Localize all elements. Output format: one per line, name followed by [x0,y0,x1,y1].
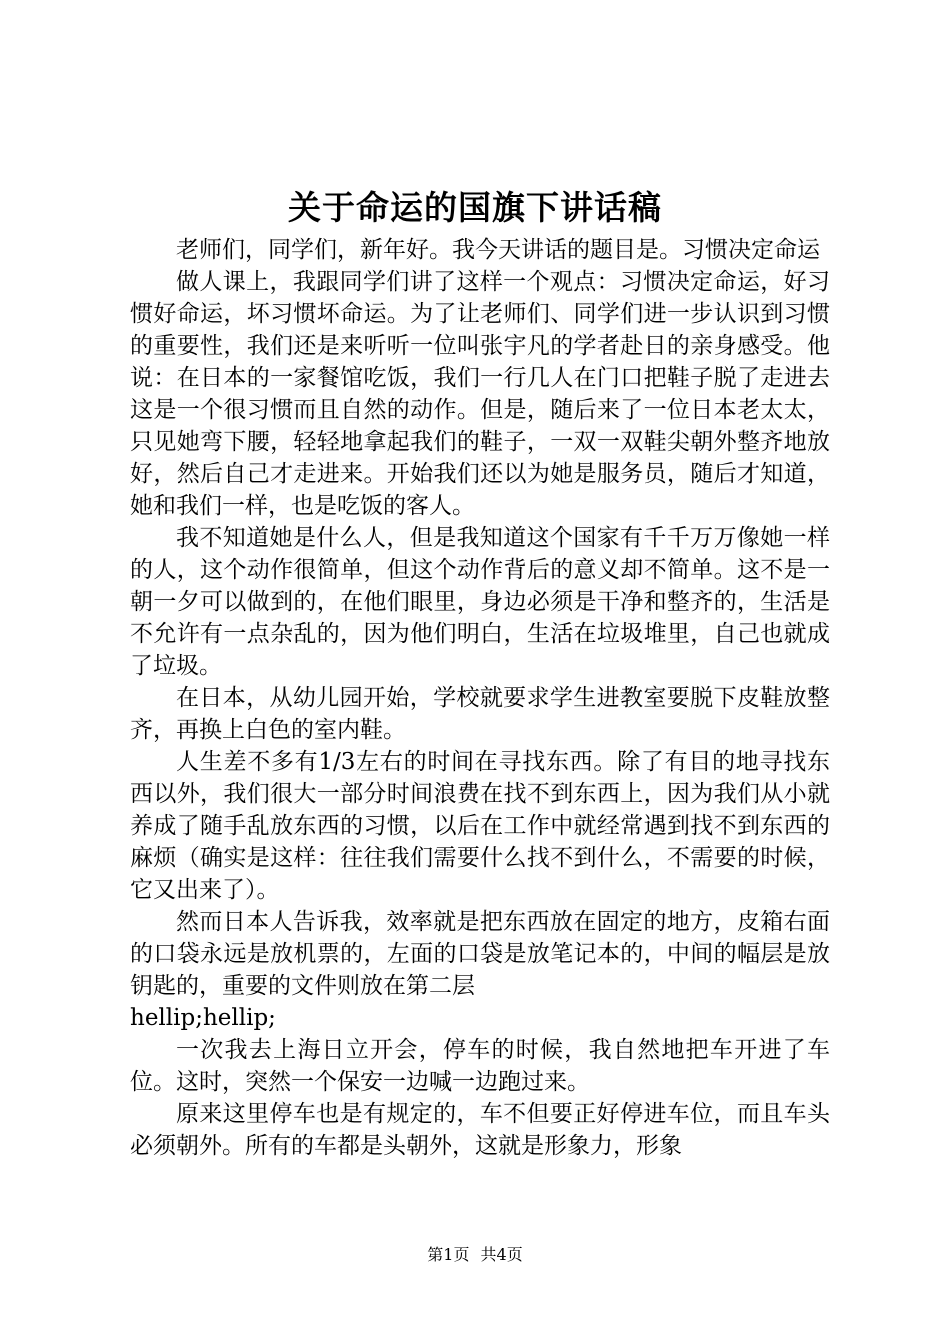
paragraph-7: hellip;hellip; [130,1005,276,1031]
paragraph-3: 我不知道她是什么人，但是我知道这个国家有千千万万像她一样的人，这个动作很简单，但这个动作背后的意义却不简单。这不是一朝一夕可以做到的，在他们眼里，身边必须是干净和整齐的，生活是不允许有一点杂乱的，因为他们明白，生活在垃圾堆里，自己也就成了垃圾。 [130,525,830,679]
page-number: 第1页 [427,1245,470,1264]
paragraph-2: 做人课上，我跟同学们讲了这样一个观点：习惯决定命运，好习惯好命运，坏习惯坏命运。为了让老师们、同学们进一步认识到习惯的重要性，我们还是来听听一位叫张宇凡的学者赴日的亲身感受。他说：在日本的一家餐馆吃饭，我们一行几人在门口把鞋子脱了走进去这是一个很习惯而且自然的动作。但是，随后来了一位日本老太太，只见她弯下腰，轻轻地拿起我们的鞋子，一双一双鞋尖朝外整齐地放好，然后自己才走进来。开始我们还以为她是服务员，随后才知道，她和我们一样，也是吃饭的客人。 [130,269,830,519]
page-total: 共4页 [480,1245,523,1264]
document-title: 关于命运的国旗下讲话稿 [288,188,662,227]
paragraph-8: 一次我去上海日立开会，停车的时候，我自然地把车开进了车位。这时，突然一个保安一边喊一边跑过来。 [130,1037,830,1095]
paragraph-6: 然而日本人告诉我，效率就是把东西放在固定的地方，皮箱右面的口袋永远是放机票的，左面的口袋是放笔记本的，中间的幅层是放钥匙的，重要的文件则放在第二层 [130,909,830,999]
page-footer [0,1244,950,1266]
paragraph-1: 老师们，同学们，新年好。我今天讲话的题目是。习惯决定命运 [176,237,820,263]
paragraph-9: 原来这里停车也是有规定的，车不但要正好停进车位，而且车头必须朝外。所有的车都是头朝外，这就是形象力，形象 [130,1101,830,1159]
document-body [130,234,830,1162]
paragraph-4: 在日本，从幼儿园开始，学校就要求学生进教室要脱下皮鞋放整齐，再换上白色的室内鞋。 [130,685,830,743]
paragraph-5: 人生差不多有1/3左右的时间在寻找东西。除了有目的地寻找东西以外，我们很大一部分时间浪费在找不到东西上，因为我们从小就养成了随手乱放东西的习惯，以后在工作中就经常遇到找不到东西的麻烦（确实是这样：往往我们需要什么找不到什么，不需要的时候，它又出来了）。 [130,749,830,903]
